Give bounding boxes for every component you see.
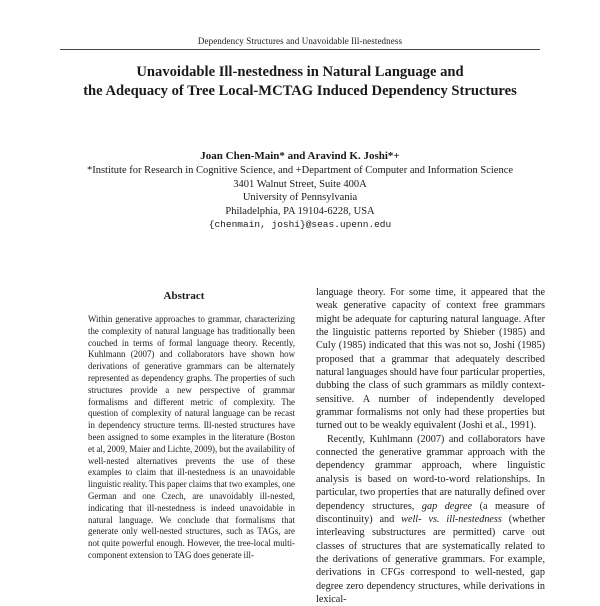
para2-text-c: (whether interleaving substructures are permitted) carve out classes of structures that are systematically related to the derivations of generative grammars. For example, derivations in CFGs correspond to well-nested, gap degree zero dependency structures, while derivations in lexical- (316, 513, 545, 605)
intro-paragraph-2 (316, 433, 545, 606)
affiliation-line: 3401 Walnut Street, Suite 400A (233, 178, 367, 190)
paper-title (40, 63, 560, 101)
authors: Joan Chen-Main* and Aravind K. Joshi*+ (200, 150, 400, 162)
affiliation-line: Philadelphia, PA 19104-6228, USA (225, 205, 375, 217)
abstract-heading: Abstract (163, 290, 205, 302)
author-email: {chenmain, joshi}@seas.upenn.edu (208, 219, 392, 230)
title-line-2: the Adequacy of Tree Local-MCTAG Induced Dependency Structures (83, 83, 517, 99)
term-well-vs-ill-nestedness: well- vs. ill-nestedness (401, 513, 502, 525)
title-line-1: Unavoidable Ill-nestedness in Natural Language and (136, 64, 464, 80)
abstract-body: Within generative approaches to grammar, characterizing the complexity of natural language has traditionally been couched in terms of formal language theory. Recently, Kuhlmann (2007) and collaborators have shown how derivations of generative grammars can be alternately represented as dependency graphs. The properties of such structures provide a new perspective of grammar formalisms and different metric of complexity. The question of complexity of natural language can be recast in dependency structure terms. Ill-nested structures have been assigned to some examples in the literature (Boston et al, 2009, Maier and Lichte, 2009), but the availability of well-nested alternatives prevents the use of these examples to claim that ill-nestedness is an unavoidable linguistic reality. This paper claims that two examples, one German and one Czech, are unavoidably ill-nested, indicating that ill-nestedness is indeed unavoidable in natural language. We conclude that formalisms that generate only well-nested structures, such as TAGs, are not quite powerful enough. However, the tree-local multi-component extension to TAG does generate ill- (88, 314, 295, 560)
term-gap-degree: gap degree (421, 500, 473, 512)
affiliation (40, 164, 560, 218)
para2-text-a: Recently, Kuhlmann (2007) and collaborators have connected the generative grammar approach with the dependency grammar approach, where linguistic analysis is based on word-to-word relationships. In particular, two properties that are naturally defined over dependency structures, (316, 433, 545, 512)
intro-column (316, 286, 545, 606)
affiliation-line: University of Pennsylvania (242, 192, 358, 203)
affiliation-line: *Institute for Research in Cognitive Science, and +Department of Computer and Information Science (86, 165, 514, 176)
para2-text-b: (a measure of discontinuity) and (316, 500, 546, 525)
header-rule (60, 49, 540, 50)
intro-paragraph-1: language theory. For some time, it appeared that the weak generative capacity of context free grammars might be adequate for capturing natural language. After the linguistic patterns reported by Shieber (1985) and Culy (1985) indicated that this was not so, Joshi (1985) proposed that a grammar that adequately described natural languages should have four particular properties, dubbing the class of such grammars as mildly context-sensitive. A number of independently developed grammar formalisms not only had these properties but turned out to be weakly equivalent (Joshi et al., 1991). (316, 287, 545, 432)
running-header: Dependency Structures and Unavoidable Ill-nestedness (197, 36, 403, 46)
